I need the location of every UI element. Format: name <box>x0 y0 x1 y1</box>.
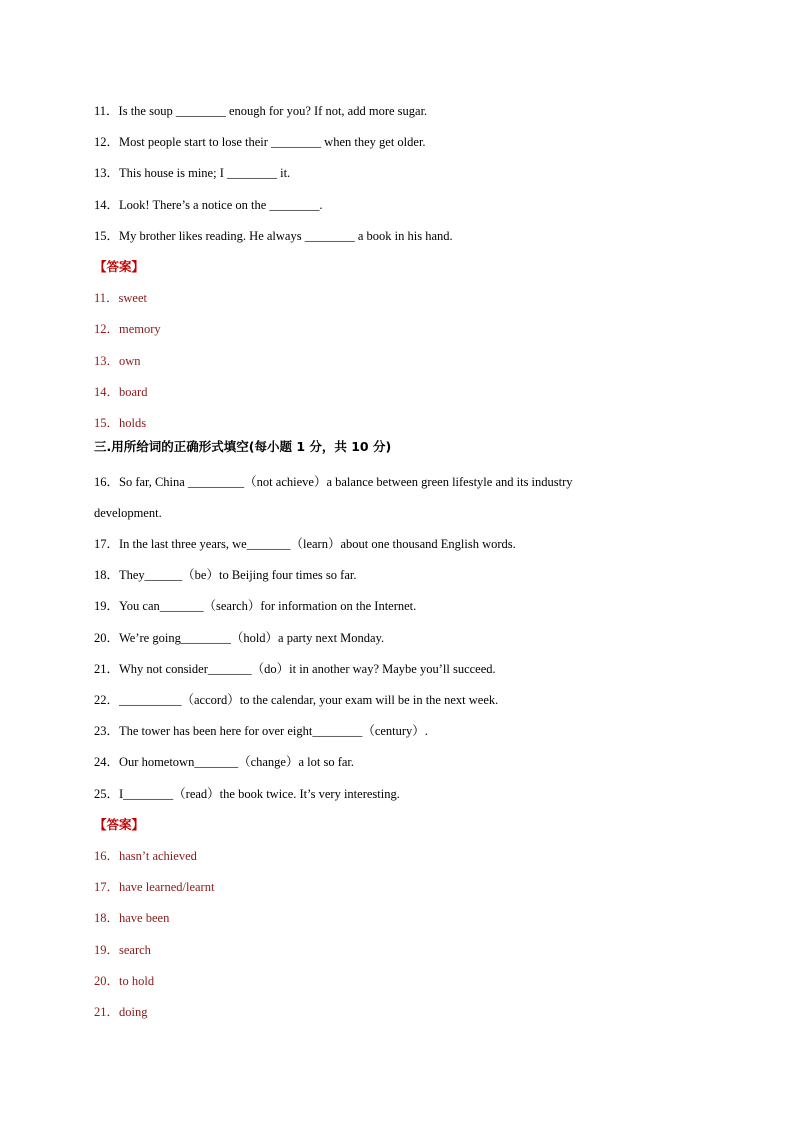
question-24: 24．Our hometown_______（change）a lot so far. <box>94 755 355 769</box>
answer-13: 13．own <box>94 354 141 368</box>
answer-heading-1: 【答案】 <box>94 259 145 274</box>
question-13: 13．This house is mine; I ________ it. <box>94 166 291 180</box>
question-25: 25．I________（read）the book twice. It’s very interesting. <box>94 787 400 801</box>
question-21: 21．Why not consider_______（do）it in another way? Maybe you’ll succeed. <box>94 662 496 676</box>
question-11: 11．Is the soup ________ enough for you? If not, add more sugar. <box>94 104 428 118</box>
question-14: 14．Look! There’s a notice on the ________. <box>94 198 323 212</box>
question-12: 12．Most people start to lose their ________ when they get older. <box>94 135 426 149</box>
answer-11: 11．sweet <box>94 291 147 305</box>
question-17: 17．In the last three years, we_______（learn）about one thousand English words. <box>94 537 516 551</box>
answer-21: 21．doing <box>94 1005 148 1019</box>
answer-17: 17．have learned/learnt <box>94 880 215 894</box>
question-18: 18．They______（be）to Beijing four times so far. <box>94 568 357 582</box>
answer-18: 18．have been <box>94 911 170 925</box>
question-19: 19．You can_______（search）for information on the Internet. <box>94 599 417 613</box>
answer-heading-2: 【答案】 <box>94 817 145 832</box>
question-20: 20．We’re going________（hold）a party next Monday. <box>94 631 385 645</box>
answer-19: 19．search <box>94 943 151 957</box>
answer-14: 14．board <box>94 385 148 399</box>
answer-16: 16．hasn’t achieved <box>94 849 197 863</box>
answer-15: 15．holds <box>94 416 147 430</box>
question-16-continued: development. <box>94 506 162 520</box>
section-3-title: 三.用所给词的正确形式填空(每小题 1 分，共 10 分) <box>94 439 392 454</box>
question-15: 15．My brother likes reading. He always ________ a book in his hand. <box>94 229 453 243</box>
answer-20: 20．to hold <box>94 974 155 988</box>
question-22: 22．__________（accord）to the calendar, your exam will be in the next week. <box>94 693 499 707</box>
answer-12: 12．memory <box>94 322 161 336</box>
question-23: 23．The tower has been here for over eight________（century）. <box>94 724 428 738</box>
question-16: 16．So far, China _________（not achieve）a balance between green lifestyle and its industry <box>94 475 573 489</box>
